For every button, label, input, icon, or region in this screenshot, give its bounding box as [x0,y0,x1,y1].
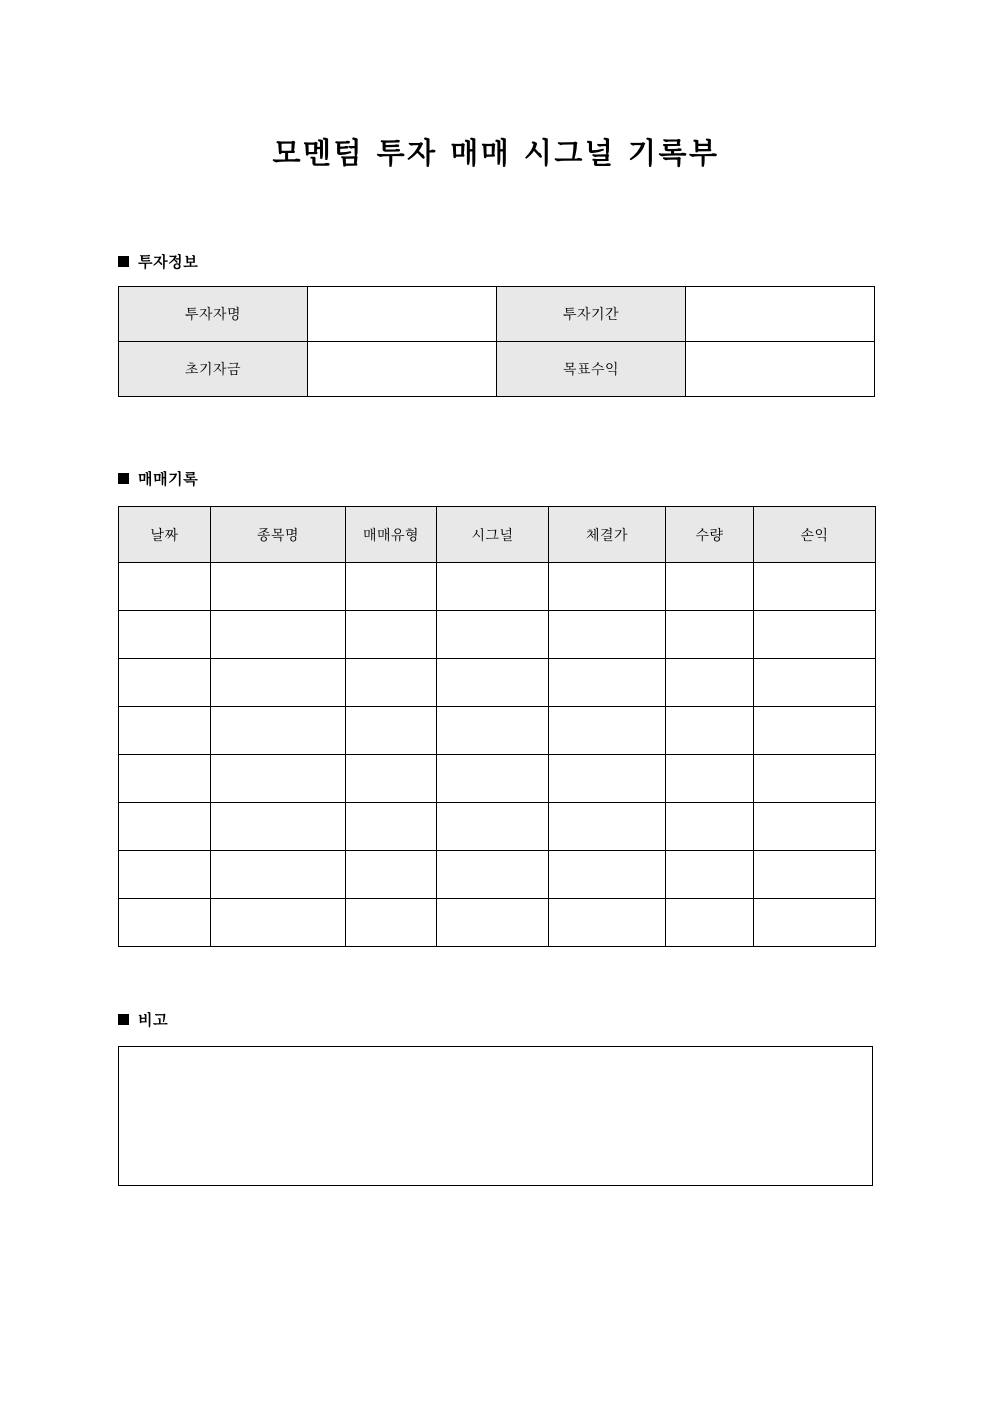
table-row [119,899,876,947]
trade-cell-trade-type[interactable] [346,899,437,947]
trade-cell-fill-price[interactable] [549,611,666,659]
trade-cell-trade-type[interactable] [346,707,437,755]
trade-cell-trade-type[interactable] [346,755,437,803]
trade-cell-quantity[interactable] [666,563,754,611]
trade-cell-pnl[interactable] [754,611,876,659]
trade-cell-signal[interactable] [437,803,549,851]
column-header-pnl: 손익 [754,507,876,563]
trade-cell-date[interactable] [119,707,211,755]
trade-cell-quantity[interactable] [666,611,754,659]
trade-cell-fill-price[interactable] [549,899,666,947]
table-row [119,287,875,342]
trade-cell-date[interactable] [119,899,211,947]
trade-cell-signal[interactable] [437,659,549,707]
trade-cell-trade-type[interactable] [346,851,437,899]
trade-cell-date[interactable] [119,659,211,707]
page-title: 모멘텀 투자 매매 시그널 기록부 [272,136,720,170]
info-label-target-return: 목표수익 [497,342,686,397]
trade-cell-pnl[interactable] [754,851,876,899]
trade-cell-trade-type[interactable] [346,611,437,659]
trade-cell-quantity[interactable] [666,851,754,899]
info-label-initial-capital: 초기자금 [119,342,308,397]
table-row [119,851,876,899]
trade-cell-trade-type[interactable] [346,803,437,851]
trade-cell-ticker[interactable] [211,755,346,803]
info-label-investor-name: 투자자명 [119,287,308,342]
section-heading-trade-records [118,468,198,489]
trade-cell-date[interactable] [119,851,211,899]
trade-cell-quantity[interactable] [666,899,754,947]
trade-cell-ticker[interactable] [211,659,346,707]
trade-cell-pnl[interactable] [754,899,876,947]
trade-cell-signal[interactable] [437,851,549,899]
column-header-date: 날짜 [119,507,211,563]
column-header-fill-price: 체결가 [549,507,666,563]
section-heading-notes [118,1009,168,1030]
table-row [119,611,876,659]
trade-records-table [118,506,876,947]
trade-cell-signal[interactable] [437,899,549,947]
trade-cell-fill-price[interactable] [549,659,666,707]
section-heading-label: 매매기록 [138,470,199,488]
trade-cell-pnl[interactable] [754,563,876,611]
column-header-signal: 시그널 [437,507,549,563]
column-header-ticker: 종목명 [211,507,346,563]
investor-info-table [118,286,875,397]
table-row [119,563,876,611]
info-label-investment-period: 투자기간 [497,287,686,342]
section-heading-investor-info [118,251,198,272]
table-row [119,707,876,755]
info-value-initial-capital[interactable] [308,342,497,397]
table-row [119,803,876,851]
table-row [119,755,876,803]
trade-cell-fill-price[interactable] [549,851,666,899]
column-header-trade-type: 매매유형 [346,507,437,563]
trade-cell-date[interactable] [119,611,211,659]
trade-cell-ticker[interactable] [211,611,346,659]
trade-cell-fill-price[interactable] [549,707,666,755]
trade-cell-ticker[interactable] [211,707,346,755]
table-header-row [119,507,876,563]
trade-cell-fill-price[interactable] [549,563,666,611]
trade-cell-date[interactable] [119,803,211,851]
trade-cell-ticker[interactable] [211,899,346,947]
trade-cell-pnl[interactable] [754,803,876,851]
table-row [119,342,875,397]
trade-cell-signal[interactable] [437,611,549,659]
trade-cell-signal[interactable] [437,707,549,755]
section-heading-label: 비고 [138,1011,169,1029]
trade-cell-trade-type[interactable] [346,659,437,707]
trade-cell-fill-price[interactable] [549,803,666,851]
filled-square-icon [118,256,129,267]
info-value-investment-period[interactable] [686,287,875,342]
filled-square-icon [118,1014,129,1025]
section-heading-label: 투자정보 [138,253,199,271]
trade-cell-date[interactable] [119,755,211,803]
trade-cell-signal[interactable] [437,563,549,611]
trade-cell-pnl[interactable] [754,707,876,755]
trade-cell-ticker[interactable] [211,563,346,611]
trade-cell-date[interactable] [119,563,211,611]
table-row [119,659,876,707]
trade-cell-ticker[interactable] [211,851,346,899]
trade-cell-ticker[interactable] [211,803,346,851]
trade-cell-quantity[interactable] [666,755,754,803]
trade-cell-quantity[interactable] [666,659,754,707]
info-value-target-return[interactable] [686,342,875,397]
trade-cell-pnl[interactable] [754,755,876,803]
notes-textarea[interactable] [118,1046,873,1186]
info-value-investor-name[interactable] [308,287,497,342]
trade-cell-trade-type[interactable] [346,563,437,611]
filled-square-icon [118,473,129,484]
trade-cell-pnl[interactable] [754,659,876,707]
column-header-quantity: 수량 [666,507,754,563]
trade-cell-quantity[interactable] [666,707,754,755]
trade-cell-fill-price[interactable] [549,755,666,803]
trade-cell-quantity[interactable] [666,803,754,851]
trade-cell-signal[interactable] [437,755,549,803]
